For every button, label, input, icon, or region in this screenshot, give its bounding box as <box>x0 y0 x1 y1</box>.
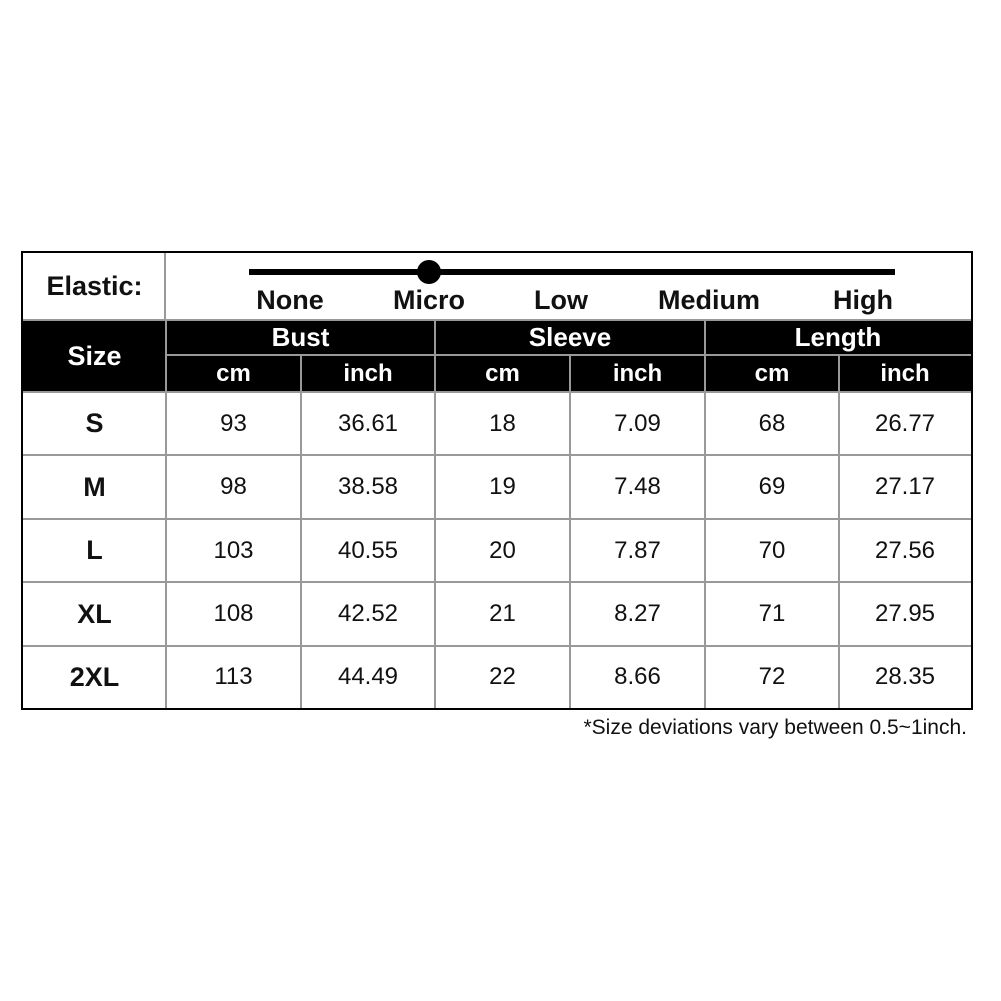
grid-line <box>838 355 840 708</box>
value-cell: 36.61 <box>337 409 399 437</box>
header-unit-inch: inch <box>570 355 705 392</box>
elastic-track <box>249 269 895 275</box>
size-cell: S <box>85 408 104 438</box>
value-cell: 113 <box>214 663 253 690</box>
value-cell: 68 <box>758 409 786 437</box>
value-cell: 7.09 <box>614 409 661 437</box>
value-cell: 108 <box>213 600 254 627</box>
grid-line <box>434 320 436 708</box>
value-cell: 93 <box>220 409 247 437</box>
grid-line <box>569 355 571 708</box>
elastic-level-low: Low <box>534 285 588 315</box>
size-header: Size <box>23 320 166 392</box>
header-unit-cm: cm <box>435 355 570 392</box>
elastic-scale <box>23 253 971 320</box>
size-cell: L <box>86 535 103 565</box>
size-cell: XL <box>77 598 112 629</box>
header-bust: Bust <box>166 320 435 355</box>
size-chart-table <box>21 251 973 710</box>
value-cell: 40.55 <box>337 536 399 564</box>
header-unit-cm: cm <box>705 355 839 392</box>
value-cell: 103 <box>213 536 254 564</box>
value-cell: 8.66 <box>614 663 661 690</box>
size-deviation-note: *Size deviations vary between 0.5~1inch. <box>583 716 967 739</box>
elastic-level-micro: Micro <box>392 285 466 315</box>
grid-line <box>165 320 167 708</box>
elastic-level-high: High <box>833 285 893 315</box>
value-cell: 27.17 <box>874 473 936 500</box>
value-cell: 42.52 <box>337 600 399 627</box>
value-cell: 22 <box>489 663 516 690</box>
header-length: Length <box>705 320 971 355</box>
value-cell: 27.56 <box>874 536 936 564</box>
value-cell: 38.58 <box>337 473 399 500</box>
value-cell: 27.95 <box>874 600 936 627</box>
value-cell: 70 <box>758 536 786 564</box>
value-cell: 44.49 <box>337 663 399 690</box>
header-unit-inch: inch <box>301 355 435 392</box>
header-sleeve: Sleeve <box>435 320 705 355</box>
value-cell: 71 <box>758 600 786 627</box>
value-cell: 69 <box>758 473 786 500</box>
size-cell: M <box>83 471 106 502</box>
header-unit-cm: cm <box>166 355 301 392</box>
value-cell: 21 <box>489 600 516 627</box>
header-unit-inch: inch <box>839 355 971 392</box>
value-cell: 28.35 <box>874 663 936 690</box>
size-cell: 2XL <box>69 661 120 692</box>
value-cell: 8.27 <box>614 600 661 627</box>
value-cell: 72 <box>758 663 786 690</box>
value-cell: 98 <box>220 473 247 500</box>
value-cell: 7.87 <box>614 536 661 564</box>
value-cell: 7.48 <box>614 473 661 500</box>
elastic-indicator <box>417 260 441 284</box>
value-cell: 19 <box>489 473 516 500</box>
grid-line <box>704 320 706 708</box>
value-cell: 26.77 <box>874 409 936 437</box>
value-cell: 18 <box>489 409 516 437</box>
value-cell: 20 <box>489 536 516 564</box>
grid-line <box>300 355 302 708</box>
elastic-label: Elastic: <box>46 271 143 301</box>
elastic-level-medium: Medium <box>657 285 761 315</box>
elastic-level-none: None <box>256 285 324 315</box>
